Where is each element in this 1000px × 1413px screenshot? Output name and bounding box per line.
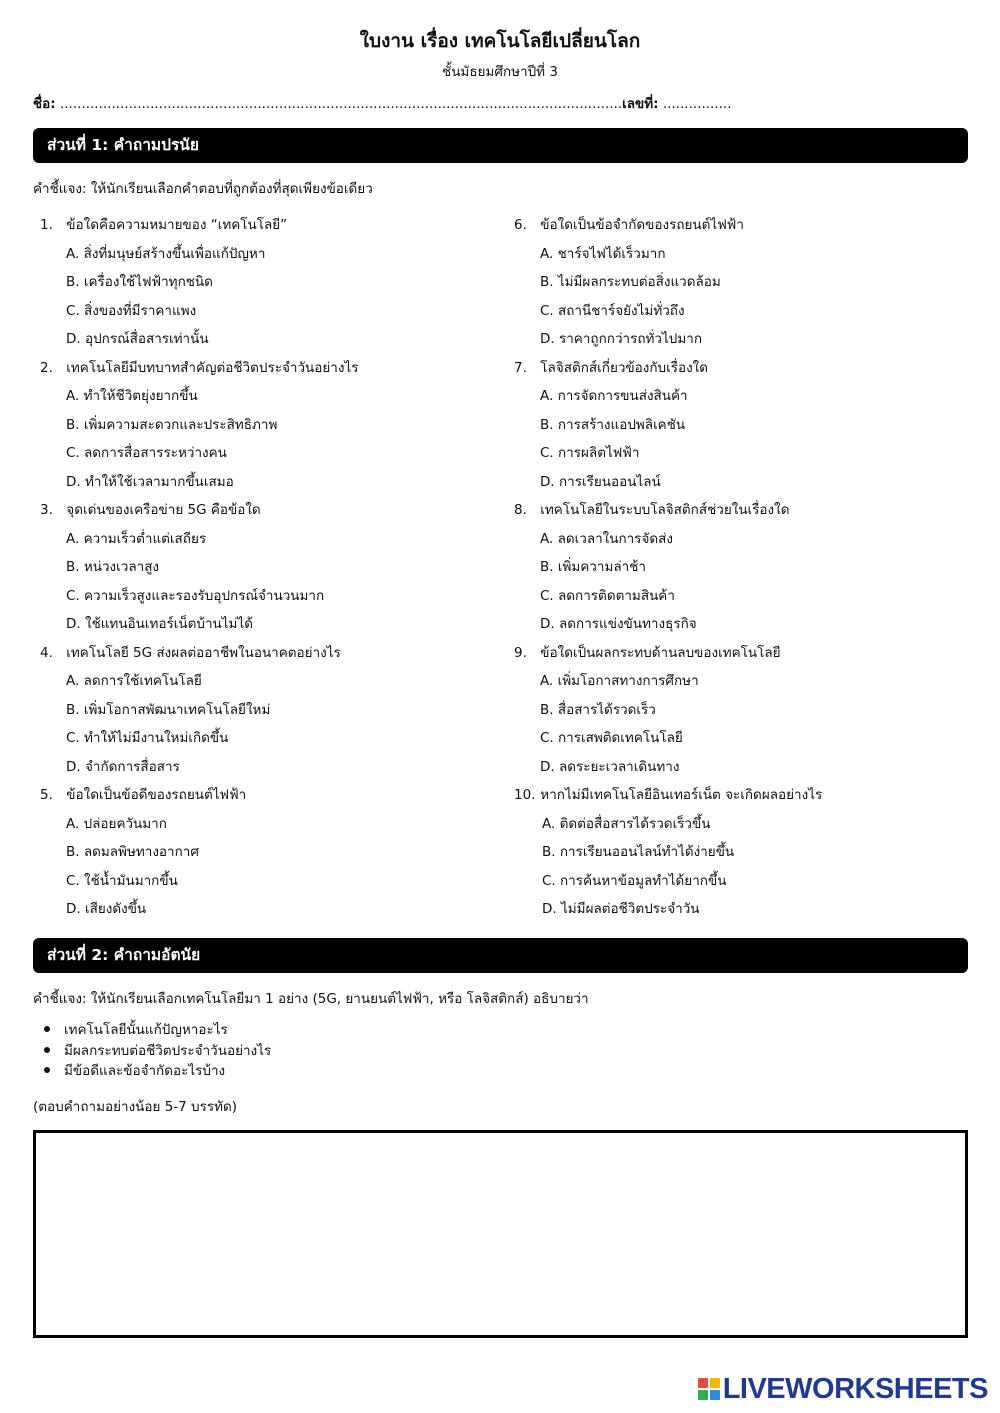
answer-option[interactable]: C. ความเร็วสูงและรองรับอุปกรณ์จำนวนมาก [66, 587, 325, 604]
answer-option[interactable]: A. ทำให้ชีวิตยุ่งยากขึ้น [66, 388, 198, 404]
liveworksheets-brand [698, 1372, 988, 1406]
answer-option[interactable]: D. ไม่มีผลต่อชีวิตประจำวัน [542, 901, 700, 917]
question-label: เทคโนโลยีมีบทบาทสำคัญต่อชีวิตประจำวันอย่างไร [66, 359, 359, 376]
question-text [40, 499, 500, 528]
answer-option[interactable]: D. ทำให้ใช้เวลามากขึ้นเสมอ [66, 473, 234, 490]
question-number: 1. [40, 217, 53, 233]
question-number: 9. [514, 644, 527, 661]
list-item: มีข้อดีและข้อจำกัดอะไรบ้าง [40, 1061, 271, 1082]
question-item [40, 499, 500, 642]
question-text [40, 357, 500, 386]
question-label: เทคโนโลยี 5G ส่งผลต่ออาชีพในอนาคตอย่างไร [66, 644, 341, 661]
answer-option[interactable]: A. สิ่งที่มนุษย์สร้างขึ้นเพื่อแก้ปัญหา [66, 245, 266, 262]
answer-textbox[interactable] [33, 1130, 968, 1338]
answer-option[interactable]: B. การสร้างแอปพลิเคชัน [540, 416, 686, 433]
answer-option[interactable]: B. เครื่องใช้ไฟฟ้าทุกชนิด [66, 274, 213, 290]
part2-note: (ตอบคำถามอย่างน้อย 5-7 บรรทัด) [33, 1099, 238, 1115]
question-text [40, 214, 500, 243]
answer-option[interactable]: C. ลดการสื่อสารระหว่างคน [66, 445, 227, 461]
question-item [514, 214, 974, 357]
answer-option[interactable]: B. เพิ่มความสะดวกและประสิทธิภาพ [66, 416, 278, 433]
part2-heading: ส่วนที่ 2: คำถามอัตนัย [33, 938, 968, 973]
name-row [33, 92, 973, 114]
question-text [514, 499, 974, 528]
questions-right-column [514, 214, 974, 927]
number-field[interactable]: ................ [662, 96, 732, 112]
name-field[interactable]: ................................................................................................................................... [59, 96, 623, 112]
questions-left-column [40, 214, 500, 927]
answer-option[interactable]: B. ไม่มีผลกระทบต่อสิ่งแวดล้อม [540, 274, 721, 290]
answer-option[interactable]: A. การจัดการขนส่งสินค้า [540, 388, 688, 404]
list-item: เทคโนโลยีนั้นแก้ปัญหาอะไร [40, 1020, 271, 1041]
question-label: ข้อใดเป็นผลกระทบด้านลบของเทคโนโลยี [540, 644, 781, 661]
answer-option[interactable]: D. ลดการแข่งขันทางธุรกิจ [540, 616, 697, 632]
question-number: 6. [514, 217, 527, 233]
answer-option[interactable]: C. การผลิตไฟฟ้า [540, 445, 640, 461]
question-item [40, 214, 500, 357]
answer-option[interactable]: D. การเรียนออนไลน์ [540, 473, 661, 490]
question-number: 3. [40, 502, 53, 518]
question-item [40, 357, 500, 500]
part2-bullet-list [40, 1020, 271, 1082]
answer-option[interactable]: C. การค้นหาข้อมูลทำได้ยากขึ้น [542, 872, 727, 889]
question-text [514, 214, 974, 243]
answer-option[interactable]: A. ชาร์จไฟได้เร็วมาก [540, 245, 666, 262]
answer-option[interactable]: C. ใช้น้ำมันมากขึ้น [66, 872, 178, 889]
part2-instruction: คำชี้แจง: ให้นักเรียนเลือกเทคโนโลยีมา 1 อย่าง (5G, ยานยนต์ไฟฟ้า, หรือ โลจิสติกส์) อธิบายว่า [33, 991, 589, 1007]
bullet-icon [44, 1067, 50, 1073]
question-label: เทคโนโลยีในระบบโลจิสติกส์ช่วยในเรื่องใด [540, 502, 790, 518]
question-number: 5. [40, 787, 53, 803]
answer-option[interactable]: D. จำกัดการสื่อสาร [66, 758, 180, 775]
question-item [40, 642, 500, 785]
answer-option[interactable]: B. ลดมลพิษทางอากาศ [66, 844, 199, 860]
question-label: ข้อใดคือความหมายของ “เทคโนโลยี” [66, 217, 288, 233]
answer-option[interactable]: A. ความเร็วต่ำแต่เสถียร [66, 530, 207, 547]
answer-option[interactable]: C. สิ่งของที่มีราคาแพง [66, 302, 197, 319]
answer-option[interactable]: B. หน่วงเวลาสูง [66, 559, 160, 575]
answer-option[interactable]: D. อุปกรณ์สื่อสารเท่านั้น [66, 331, 209, 347]
question-item [514, 499, 974, 642]
answer-option[interactable]: C. การเสพติดเทคโนโลยี [540, 730, 683, 746]
answer-option[interactable]: B. การเรียนออนไลน์ทำได้ง่ายขึ้น [542, 844, 735, 860]
question-number: 7. [514, 359, 527, 376]
question-text [40, 784, 500, 813]
question-label: ข้อใดเป็นข้อจำกัดของรถยนต์ไฟฟ้า [540, 217, 744, 233]
answer-option[interactable]: D. เสียงดังขึ้น [66, 901, 147, 917]
question-text [514, 784, 974, 813]
answer-option[interactable]: A. ติดต่อสื่อสารได้รวดเร็วขึ้น [542, 815, 711, 832]
answer-option[interactable]: A. ลดการใช้เทคโนโลยี [66, 673, 202, 689]
question-text [514, 642, 974, 671]
answer-option[interactable]: D. ลดระยะเวลาเดินทาง [540, 758, 680, 775]
question-number: 4. [40, 644, 53, 661]
part1-instruction: คำชี้แจง: ให้นักเรียนเลือกคำตอบที่ถูกต้องที่สุดเพียงข้อเดียว [33, 181, 373, 197]
answer-option[interactable]: D. ใช้แทนอินเทอร์เน็ตบ้านไม่ได้ [66, 616, 254, 632]
question-label: โลจิสติกส์เกี่ยวข้องกับเรื่องใด [540, 359, 709, 376]
liveworksheets-logo-icon [698, 1378, 720, 1400]
question-number: 8. [514, 502, 527, 518]
answer-option[interactable]: B. เพิ่มโอกาสพัฒนาเทคโนโลยีใหม่ [66, 701, 271, 718]
question-label: ข้อใดเป็นข้อดีของรถยนต์ไฟฟ้า [66, 787, 247, 803]
answer-option[interactable]: C. ทำให้ไม่มีงานใหม่เกิดขึ้น [66, 730, 229, 746]
question-label: หากไม่มีเทคโนโลยีอินเทอร์เน็ต จะเกิดผลอย่างไร [540, 787, 823, 803]
brand-name: LIVEWORKSHEETS [722, 1372, 988, 1405]
question-item [40, 784, 500, 927]
answer-option[interactable]: A. เพิ่มโอกาสทางการศึกษา [540, 673, 699, 689]
bullet-icon [44, 1026, 50, 1032]
answer-option[interactable]: C. ลดการติดตามสินค้า [540, 587, 675, 604]
question-item [514, 642, 974, 785]
question-item [514, 784, 974, 927]
question-number: 10. [514, 787, 536, 803]
question-text [40, 642, 500, 671]
question-label: จุดเด่นของเครือข่าย 5G คือข้อใด [66, 502, 261, 518]
question-item [514, 357, 974, 500]
answer-option[interactable]: C. สถานีชาร์จยังไม่ทั่วถึง [540, 302, 685, 319]
answer-option[interactable]: A. ปล่อยควันมาก [66, 815, 167, 832]
name-label: ชื่อ: [33, 96, 56, 112]
question-text [514, 357, 974, 386]
worksheet-title: ใบงาน เรื่อง เทคโนโลยีเปลี่ยนโลก [359, 30, 641, 52]
number-label: เลขที่: [622, 96, 659, 112]
answer-option[interactable]: D. ราคาถูกกว่ารถทั่วไปมาก [540, 331, 703, 347]
bullet-icon [44, 1047, 50, 1053]
answer-option[interactable]: B. เพิ่มความล่าช้า [540, 559, 646, 575]
question-number: 2. [40, 359, 53, 376]
answer-option[interactable]: B. สื่อสารได้รวดเร็ว [540, 701, 656, 718]
answer-option[interactable]: A. ลดเวลาในการจัดส่ง [540, 530, 674, 547]
part1-heading: ส่วนที่ 1: คำถามปรนัย [33, 128, 968, 163]
list-item: มีผลกระทบต่อชีวิตประจำวันอย่างไร [40, 1041, 271, 1062]
worksheet-subtitle: ชั้นมัธยมศึกษาปีที่ 3 [442, 64, 558, 80]
